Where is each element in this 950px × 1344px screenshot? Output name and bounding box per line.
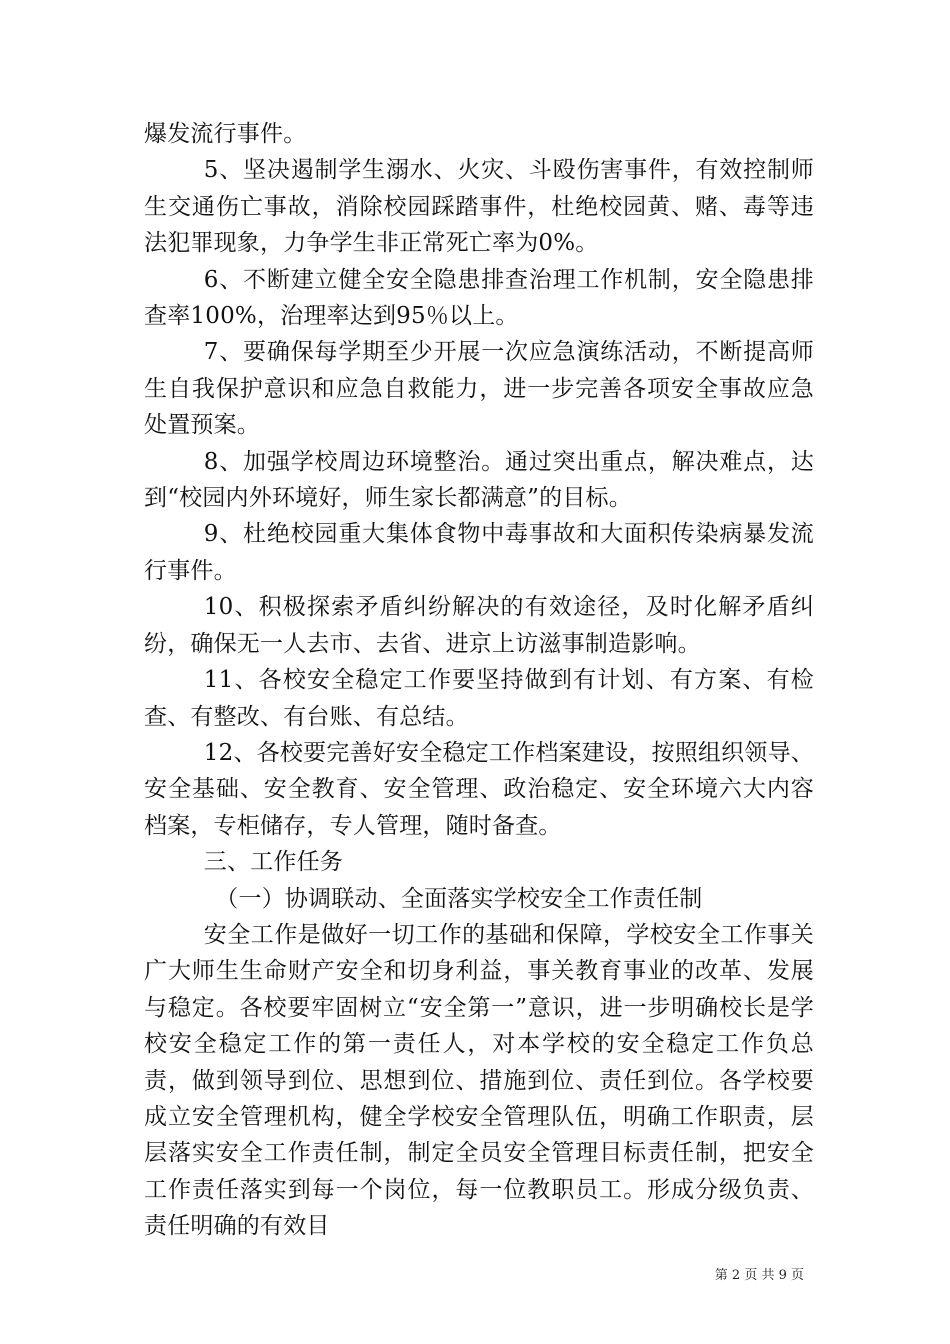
paragraph-item-8: 8、加强学校周边环境整治。通过突出重点，解决难点，达到“校园内外环境好，师生家长都满意”的目标。	[144, 448, 814, 512]
document-body	[144, 116, 814, 1245]
page-number-footer: 第 2 页 共 9 页	[714, 1268, 804, 1283]
paragraph-body: 安全工作是做好一切工作的基础和保障，学校安全工作事关广大师生生命财产安全和切身利益，事关教育事业的改革、发展与稳定。各校要牢固树立“安全第一”意识，进一步明确校长是学校安全稳定工作的第一责任人，对本学校的安全稳定工作负总责，做到领导到位、思想到位、措施到位、责任到位。各学校要成立安全管理机构，健全学校安全管理队伍，明确工作职责，层层落实安全工作责任制，制定全员安全管理目标责任制，把安全工作责任落实到每一个岗位，每一位教职员工。形成分级负责、责任明确的有效目	[144, 921, 814, 1240]
paragraph-item-11: 11、各校安全稳定工作要坚持做到有计划、有方案、有检查、有整改、有台账、有总结。	[144, 667, 814, 730]
paragraph-item-10: 10、积极探索矛盾纠纷解决的有效途径，及时化解矛盾纠纷，确保无一人去市、去省、进京上访滋事制造影响。	[144, 594, 814, 657]
paragraph-item-5: 5、坚决遏制学生溺水、火灾、斗殴伤害事件，有效控制师生交通伤亡事故，消除校园踩踏事件，杜绝校园黄、赌、毒等违法犯罪现象，力争学生非正常死亡率为0%。	[144, 157, 814, 257]
paragraph-item-6: 6、不断建立健全安全隐患排查治理工作机制，安全隐患排查率100%，治理率达到95％以上。	[144, 266, 814, 330]
section-heading-tasks: 三、工作任务	[203, 849, 343, 876]
paragraph-item-9: 9、杜绝校园重大集体食物中毒事故和大面积传染病暴发流行事件。	[144, 521, 814, 584]
paragraph-continuation: 爆发流行事件。	[144, 121, 307, 147]
subsection-heading-1: （一）协调联动、全面落实学校安全工作责任制	[215, 885, 703, 912]
paragraph-item-12: 12、各校要完善好安全稳定工作档案建设，按照组织领导、安全基础、安全教育、安全管理、政治稳定、安全环境六大内容档案，专柜储存，专人管理，随时备查。	[144, 739, 814, 839]
paragraph-item-7: 7、要确保每学期至少开展一次应急演练活动，不断提高师生自我保护意识和应急自救能力，进一步完善各项安全事故应急处置预案。	[144, 339, 814, 439]
